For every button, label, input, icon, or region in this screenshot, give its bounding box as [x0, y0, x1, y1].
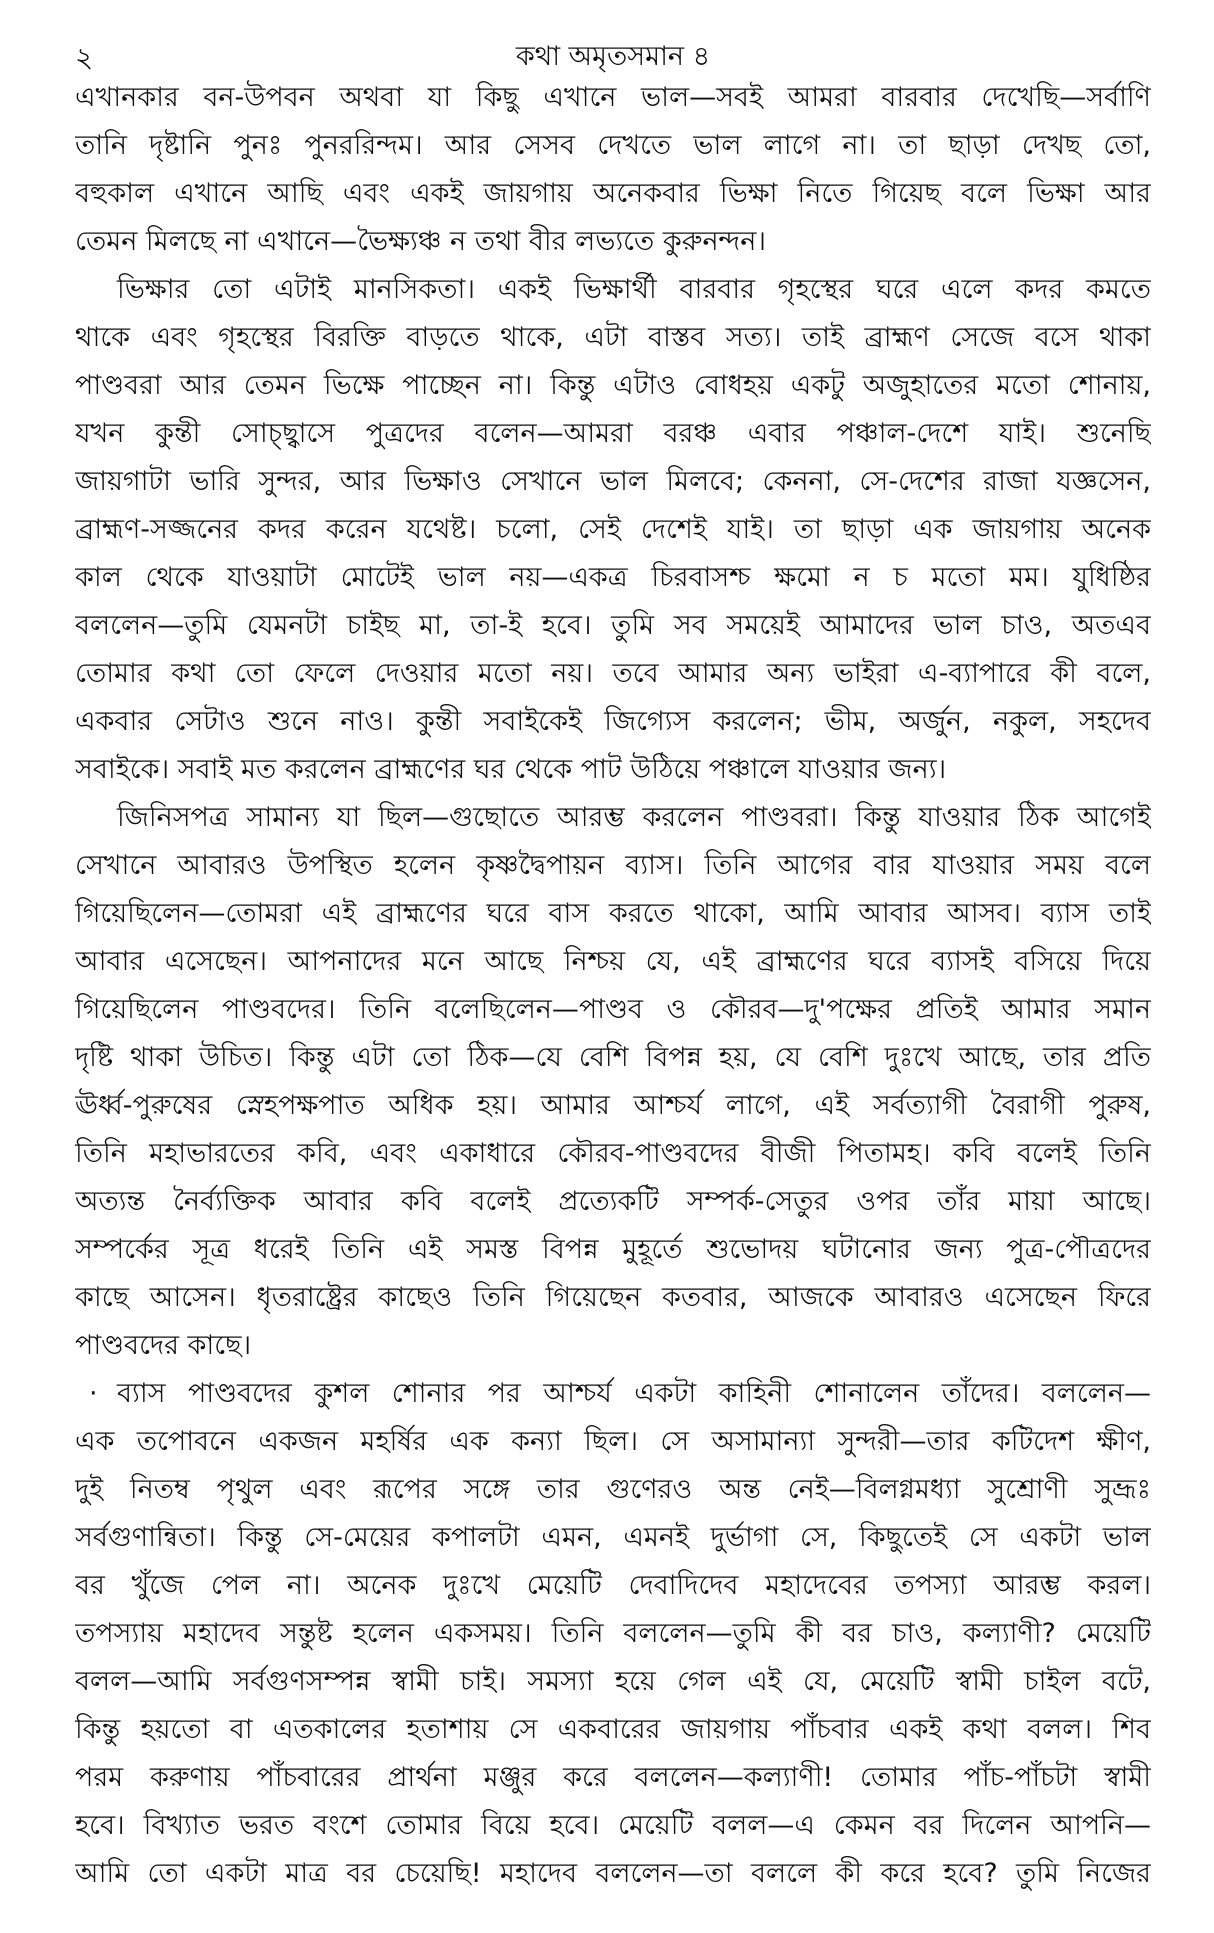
line-text: তপস্যায় মহাদেব সন্তুষ্ট হলেন একসময়। তিনি বললেন—তুমি কী বর চাও, কল্যাণী? মেয়েটি — [75, 1618, 1151, 1649]
line-text: যখন কুন্তী সোচ্ছ্বাসে পুত্রদের বলেন—আমরা বরঞ্চ এবার পঞ্চাল-দেশে যাই। শুনেছি — [75, 418, 1151, 449]
text-line — [75, 794, 1151, 842]
paragraph — [75, 74, 1151, 266]
page-number: ২ — [75, 41, 94, 74]
text-line — [75, 410, 1151, 458]
text-line — [75, 506, 1151, 554]
text-line — [75, 1658, 1151, 1706]
text-line — [75, 458, 1151, 506]
line-text: পরম করুণায় পাঁচবারের প্রার্থনা মঞ্জুর করে বললেন—কল্যাণী! তোমার পাঁচ-পাঁচটা স্বামী — [75, 1762, 1151, 1793]
paragraph — [75, 1370, 1151, 1898]
paragraph — [75, 794, 1151, 1370]
line-text: জায়গাটা ভারি সুন্দর, আর ভিক্ষাও সেখানে ভাল মিলবে; কেননা, সে-দেশের রাজা যজ্ঞসেন, — [75, 466, 1151, 497]
text-line — [75, 746, 1151, 794]
running-title: কথা অমৃতসমান ৪ — [515, 41, 711, 72]
text-line — [75, 170, 1151, 218]
text-line — [75, 266, 1151, 314]
body-text — [75, 74, 1151, 1898]
line-text: বলল—আমি সর্বগুণসম্পন্ন স্বামী চাই। সমস্যা হয়ে গেল এই যে, মেয়েটি স্বামী চাইল বটে, — [75, 1666, 1151, 1697]
text-line — [75, 1850, 1151, 1898]
line-text: কাছে আসেন। ধৃতরাষ্ট্রের কাছেও তিনি গিয়েছেন কতবার, আজকে আবারও এসেছেন ফিরে — [75, 1282, 1151, 1313]
line-text: তেমন মিলছে না এখানে—ভৈক্ষ্যঞ্চ ন তথা বীর লভ্যতে কুরুনন্দন। — [75, 226, 766, 257]
line-text: অত্যন্ত নৈর্ব্যক্তিক আবার কবি বলেই প্রত্যেকটি সম্পর্ক-সেতুর ওপর তাঁর মায়া আছে। — [75, 1186, 1151, 1217]
text-line — [75, 1178, 1151, 1226]
line-text: বর খুঁজে পেল না। অনেক দুঃখে মেয়েটি দেবাদিদেব মহাদেবের তপস্যা আরম্ভ করল। — [75, 1570, 1151, 1601]
text-line — [75, 1514, 1151, 1562]
text-line — [75, 698, 1151, 746]
text-line — [75, 986, 1151, 1034]
line-text: ব্যাস পাণ্ডবদের কুশল শোনার পর আশ্চর্য একটা কাহিনী শোনালেন তাঁদের। বললেন— — [117, 1378, 1151, 1409]
line-text: বহুকাল এখানে আছি এবং একই জায়গায় অনেকবার ভিক্ষা নিতে গিয়েছ বলে ভিক্ষা আর — [75, 178, 1151, 209]
line-text: থাকে এবং গৃহস্থের বিরক্তি বাড়তে থাকে, এটা বাস্তব সত্য। তাই ব্রাহ্মণ সেজে বসে থাকা — [75, 322, 1151, 353]
text-line — [75, 1754, 1151, 1802]
line-text: আমি তো একটা মাত্র বর চেয়েছি! মহাদেব বললেন—তা বললে কী করে হবে? তুমি নিজের — [75, 1858, 1151, 1889]
line-text: ব্রাহ্মণ-সজ্জনের কদর করেন যথেষ্ট। চলো, সেই দেশেই যাই। তা ছাড়া এক জায়গায় অনেক — [75, 514, 1151, 545]
text-line — [75, 314, 1151, 362]
text-line — [75, 74, 1151, 122]
line-text: সবাইকে। সবাই মত করলেন ব্রাহ্মণের ঘর থেকে পাট উঠিয়ে পঞ্চালে যাওয়ার জন্য। — [75, 754, 947, 785]
text-line — [75, 650, 1151, 698]
text-line — [75, 842, 1151, 890]
text-line — [75, 938, 1151, 986]
text-line — [75, 1610, 1151, 1658]
line-text: হবে। বিখ্যাত ভরত বংশে তোমার বিয়ে হবে। মেয়েটি বলল—এ কেমন বর দিলেন আপনি— — [75, 1810, 1151, 1841]
line-text: গিয়েছিলেন পাণ্ডবদের। তিনি বলেছিলেন—পাণ্ডব ও কৌরব—দু'পক্ষের প্রতিই আমার সমান — [75, 994, 1151, 1025]
margin-mark: · — [89, 1378, 98, 1409]
text-line — [75, 554, 1151, 602]
line-text: তানি দৃষ্টানি পুনঃ পুনররিন্দম। আর সেসব দেখতে ভাল লাগে না। তা ছাড়া দেখছ তো, — [75, 130, 1151, 161]
text-line — [75, 890, 1151, 938]
text-line — [75, 218, 1151, 266]
line-text: তিনি মহাভারতের কবি, এবং একাধারে কৌরব-পাণ্ডবদের বীজী পিতামহ। কবি বলেই তিনি — [75, 1138, 1151, 1169]
text-line — [75, 1082, 1151, 1130]
text-line — [75, 1322, 1151, 1370]
line-text: দুই নিতম্ব পৃথুল এবং রূপের সঙ্গে তার গুণেরও অন্ত নেই—বিলগ্নমধ্যা সুশ্রোণী সুভ্রূঃ — [75, 1474, 1151, 1505]
line-text: এক তপোবনে একজন মহর্ষির এক কন্যা ছিল। সে অসামান্যা সুন্দরী—তার কটিদেশ ক্ষীণ, — [75, 1426, 1151, 1457]
text-line — [75, 1418, 1151, 1466]
line-text: সর্বগুণান্বিতা। কিন্তু সে-মেয়ের কপালটা এমন, এমনই দুর্ভাগা সে, কিছুতেই সে একটা ভাল — [75, 1522, 1151, 1553]
line-text: তোমার কথা তো ফেলে দেওয়ার মতো নয়। তবে আমার অন্য ভাইরা এ-ব্যাপারে কী বলে, — [75, 658, 1151, 689]
page-header — [75, 36, 1151, 76]
line-text: পাণ্ডবরা আর তেমন ভিক্ষে পাচ্ছেন না। কিন্তু এটাও বোধহয় একটু অজুহাতের মতো শোনায়, — [75, 370, 1151, 401]
text-line — [75, 1466, 1151, 1514]
line-text: কিন্তু হয়তো বা এতকালের হতাশায় সে একবারের জায়গায় পাঁচবার একই কথা বলল। শিব — [75, 1714, 1151, 1745]
line-text: সেখানে আবারও উপস্থিত হলেন কৃষ্ণদ্বৈপায়ন ব্যাস। তিনি আগের বার যাওয়ার সময় বলে — [75, 850, 1151, 881]
line-text: এখানকার বন-উপবন অথবা যা কিছু এখানে ভাল—সবই আমরা বারবার দেখেছি—সর্বাণি — [75, 82, 1151, 113]
paragraph — [75, 266, 1151, 794]
text-line — [75, 1370, 1151, 1418]
line-text: জিনিসপত্র সামান্য যা ছিল—গুছোতে আরম্ভ করলেন পাণ্ডবরা। কিন্তু যাওয়ার ঠিক আগেই — [117, 802, 1151, 833]
line-text: একবার সেটাও শুনে নাও। কুন্তী সবাইকেই জিগ্যেস করলেন; ভীম, অর্জুন, নকুল, সহদেব — [75, 706, 1151, 737]
text-line — [75, 602, 1151, 650]
line-text: সম্পর্কের সূত্র ধরেই তিনি এই সমস্ত বিপন্ন মুহূর্তে শুভোদয় ঘটানোর জন্য পুত্র-পৌত্রদের — [75, 1234, 1151, 1265]
text-line — [75, 1274, 1151, 1322]
text-line — [75, 1130, 1151, 1178]
line-text: ঊর্ধ্ব-পুরুষের স্নেহপক্ষপাত অধিক হয়। আমার আশ্চর্য লাগে, এই সর্বত্যাগী বৈরাগী পুরুষ, — [75, 1090, 1151, 1121]
text-line — [75, 1706, 1151, 1754]
text-line — [75, 362, 1151, 410]
line-text: কাল থেকে যাওয়াটা মোটেই ভাল নয়—একত্র চিরবাসশ্চ ক্ষমো ন চ মতো মম। যুধিষ্ঠির — [75, 562, 1151, 593]
line-text: আবার এসেছেন। আপনাদের মনে আছে নিশ্চয় যে, এই ব্রাহ্মণের ঘরে ব্যাসই বসিয়ে দিয়ে — [75, 946, 1151, 977]
line-text: পাণ্ডবদের কাছে। — [75, 1330, 252, 1361]
line-text: দৃষ্টি থাকা উচিত। কিন্তু এটা তো ঠিক—যে বেশি বিপন্ন হয়, যে বেশি দুঃখে আছে, তার প্রতি — [75, 1042, 1151, 1073]
line-text: গিয়েছিলেন—তোমরা এই ব্রাহ্মণের ঘরে বাস করতে থাকো, আমি আবার আসব। ব্যাস তাই — [75, 898, 1151, 929]
line-text: ভিক্ষার তো এটাই মানসিকতা। একই ভিক্ষার্থী বারবার গৃহস্থের ঘরে এলে কদর কমতে — [117, 274, 1151, 305]
text-line — [75, 1034, 1151, 1082]
text-line — [75, 1226, 1151, 1274]
text-line — [75, 1562, 1151, 1610]
text-line — [75, 122, 1151, 170]
text-line — [75, 1802, 1151, 1850]
line-text: বললেন—তুমি যেমনটা চাইছ মা, তা-ই হবে। তুমি সব সময়েই আমাদের ভাল চাও, অতএব — [75, 610, 1151, 641]
